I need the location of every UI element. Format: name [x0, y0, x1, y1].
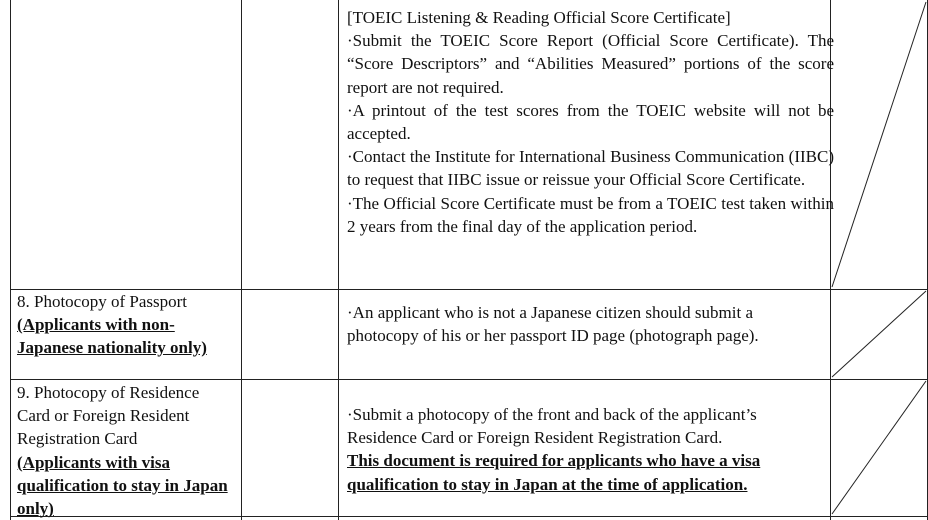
- table-row: [10, 516, 928, 520]
- item-title: 9. Photocopy of Residence Card or Foreign Resident Registration Card: [17, 383, 200, 449]
- requirements-cell: [347, 403, 823, 496]
- item-eligibility-note: (Applicants with non-Japanese nationality only): [17, 315, 207, 358]
- document-item-cell: [17, 381, 229, 520]
- toeic-heading: [TOEIC Listening & Reading Official Score Certificate]: [347, 8, 731, 27]
- requirement-line: ·A printout of the test scores from the TOEIC website will not be accepted.: [347, 100, 834, 144]
- not-applicable-slash: [830, 0, 928, 289]
- requirement-line: ·The Official Score Certificate must be from a TOEIC test taken within 2 years from the final day of the application period.: [347, 193, 834, 236]
- requirements-cell: [347, 301, 827, 347]
- requirement-bold-note: This document is required for applicants who have a visa qualification to stay in Japan at the time of application.: [347, 451, 761, 494]
- requirement-line: ·An applicant who is not a Japanese citizen should submit a photocopy of his or her passport ID page (photograph page).: [347, 303, 759, 346]
- requirement-line: ·Contact the Institute for International Business Communication (IIBC) to request that IIBC issue or reissue your Official Score Certificate.: [347, 147, 834, 190]
- item-title: 8. Photocopy of Passport: [17, 292, 187, 311]
- table-row: [10, 0, 928, 290]
- requirements-cell: [347, 6, 834, 238]
- document-item-cell: [17, 290, 213, 360]
- item-eligibility-note: (Applicants with visa qualification to stay in Japan only): [17, 452, 228, 519]
- requirements-table: [10, 0, 928, 520]
- not-applicable-slash: [830, 289, 928, 379]
- requirement-line: ·Submit the TOEIC Score Report (Official Score Certificate). The “Score Descriptors” and “Abilities Measured” portions of the score report are not required.: [347, 31, 834, 97]
- table-row: [10, 379, 928, 517]
- table-row: [10, 289, 928, 380]
- not-applicable-slash: [830, 379, 928, 516]
- requirement-line: ·Submit a photocopy of the front and back of the applicant’s Residence Card or Foreign Resident Registration Card.: [347, 405, 757, 448]
